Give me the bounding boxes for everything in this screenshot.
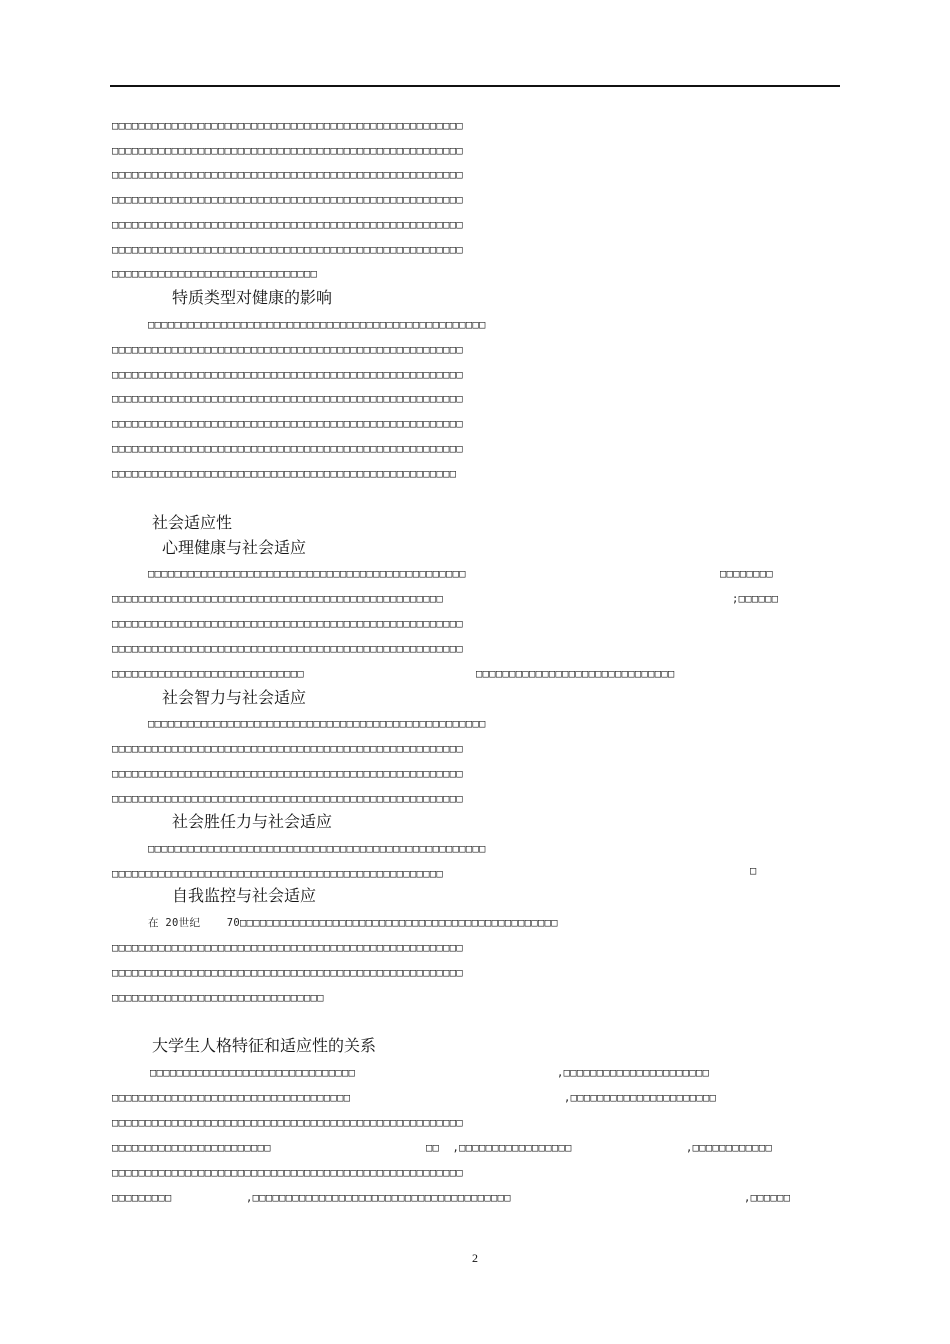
body-line: 在 20世纪 70□□□□□□□□□□□□□□□□□□□□□□□□□□□□□□□□□□□□□□□□□□□□□□□□ xyxy=(148,917,558,929)
comma: , xyxy=(452,1142,460,1154)
header-rule xyxy=(110,85,840,87)
body-line: □□□□□□□□□□□□□□□□□□□□□□□□□□□□□□□□□□□□□□□□□□□□□□□□ xyxy=(148,568,466,580)
body-line: □□□□□□□□□□□□□□□□□□□□□□□□□□□□□□□□□□□□□□□□□□□□□□□□□□□□□ xyxy=(112,369,463,381)
body-line: ,□□□□□□□□□□□□ xyxy=(686,1142,773,1154)
heading-self-monitoring: 自我监控与社会适应 xyxy=(172,886,317,905)
body-line: □□□□□□□□□□□□□□□□□□□□□□□□□□□□□□□□ xyxy=(112,992,324,1004)
body-line: ,□□□□□□□□□□□□□□□□□□□□□□□□□□□□□□□□□□□□□□□ xyxy=(246,1192,511,1204)
comma: , xyxy=(246,1192,253,1204)
comma: , xyxy=(557,1067,564,1079)
semicolon: ; xyxy=(732,593,739,605)
body-line: ,□□□□□□□□□□□□□□□□□□□□□□ xyxy=(557,1067,710,1079)
body-line: □□□□□□□□□□□□□□□□□□□□□□□□□□□□□□□□□□□□□□□□□□□□□□□□□□□□□ xyxy=(112,443,463,455)
body-line: □□□□□□□□□□□□□□□□□□□□□□□□□□□□□□□□□□□□□□□□□□□□□□□□□□ xyxy=(112,868,444,880)
body-line: □□□□□□□□□□□□□□□□□□□□□□□□□□□□□□□□□□□□□□□□□□□□□□□□□□□□□ xyxy=(112,145,463,157)
body-line: □□□□□□□□□□□□□□□□□□□□□□□□□□□□□□□□□□□□□□□□□□□□□□□□□□□□□ xyxy=(112,793,463,805)
page-number: 2 xyxy=(472,1251,478,1265)
body-line: □ xyxy=(750,865,757,877)
body-line: □□□□□□□□□□□□□□□□□□□□□□□□□□□□□□□□□□□□□□□□□□□□□□□□□□□□□ xyxy=(112,743,463,755)
body-line: □□□□□□□□□□□□□□□□□□□□□□□□□□□□□□□□□□□□□□□□□□□□□□□□□□□□□ xyxy=(112,244,463,256)
comma: , xyxy=(686,1142,693,1154)
body-line: □□□□□□□□□□□□□□□□□□□□□□□□□□□□□□□□□□□□□□□□□□□□□□□□□□□□□ xyxy=(112,219,463,231)
body-line: □□ ,□□□□□□□□□□□□□□□□□ xyxy=(426,1142,572,1154)
body-line: □□□□□□□□□□□□□□□□□□□□□□□□□□□□□□□ xyxy=(150,1067,356,1079)
body-line: □□□□□□□□□□□□□□□□□□□□□□□□□□□□□□□□□□□□□□□□□□□□□□□□□□□□□ xyxy=(112,194,463,206)
heading-social-intelligence: 社会智力与社会适应 xyxy=(162,688,307,707)
body-line: ,□□□□□□□□□□□□□□□□□□□□□□ xyxy=(564,1092,717,1104)
heading-mental-health: 心理健康与社会适应 xyxy=(162,538,307,557)
body-line: □□□□□□□□□□□□□□□□□□□□□□□□ xyxy=(112,1142,271,1154)
body-line: □□□□□□□□□□□□□□□□□□□□□□□□□□□□□□□□□□□□□□□□□□□□□□□□□□□□□ xyxy=(112,942,463,954)
body-line: ;□□□□□□ xyxy=(732,593,779,605)
comma: , xyxy=(564,1092,571,1104)
body-line: □□□□□□□□□□□□□□□□□□□□□□□□□□□□□□□□□□□□□□□□□□□□□□□□□□□□□ xyxy=(112,120,463,132)
body-line: □□□□□□□□□□□□□□□□□□□□□□□□□□□□□□□□□□□□ xyxy=(112,1092,351,1104)
body-line: □□□□□□□□□□□□□□□□□□□□□□□□□□□□□□□□□□□□□□□□□□□□□□□□□□□□□ xyxy=(112,618,463,630)
body-line: □□□□□□□□□ xyxy=(112,1192,172,1204)
body-line: □□□□□□□□□□□□□□□□□□□□□□□□□□□□□□□□□□□□□□□□□□□□□□□□□□□□□ xyxy=(112,344,463,356)
body-line: ,□□□□□□ xyxy=(744,1192,791,1204)
body-line: □□□□□□□□□□□□□□□□□□□□□□□□□□□□□□□□□□□□□□□□□□□□□□□□□□ xyxy=(112,593,444,605)
body-line: □□□□□□□□□□□□□□□□□□□□□□□□□□□□□□□□□□□□□□□□□□□□□□□□□□□ xyxy=(148,319,486,331)
body-line: □□□□□□□□□□□□□□□□□□□□□□□□□□□□□□ xyxy=(476,668,675,680)
body-line: □□□□□□□□□□□□□□□□□□□□□□□□□□□□□□□□□□□□□□□□□□□□□□□□□□□□□ xyxy=(112,967,463,979)
heading-social-competence: 社会胜任力与社会适应 xyxy=(172,812,333,831)
heading-social-adaptability: 社会适应性 xyxy=(152,513,233,532)
body-line: □□□□□□□□ xyxy=(720,568,773,580)
body-line: □□□□□□□□□□□□□□□□□□□□□□□□□□□□□□□□□□□□□□□□□□□□□□□□□□□□□ xyxy=(112,768,463,780)
body-line: □□□□□□□□□□□□□□□□□□□□□□□□□□□□□□□□□□□□□□□□□□□□□□□□□□□□□ xyxy=(112,169,463,181)
heading-relationship: 大学生人格特征和适应性的关系 xyxy=(152,1036,377,1055)
body-line: □□□□□□□□□□□□□□□□□□□□□□□□□□□□□□□□□□□□□□□□□□□□□□□□□□□ xyxy=(148,718,486,730)
body-line: □□□□□□□□□□□□□□□□□□□□□□□□□□□□□□□□□□□□□□□□□□□□□□□□□□□□□ xyxy=(112,1117,463,1129)
body-line: □□□□□□□□□□□□□□□□□□□□□□□□□□□□□□□□□□□□□□□□□□□□□□□□□□□□□ xyxy=(112,1167,463,1179)
body-line: □□□□□□□□□□□□□□□□□□□□□□□□□□□□□□□□□□□□□□□□□□□□□□□□□□□□□ xyxy=(112,393,463,405)
body-line: □□□□□□□□□□□□□□□□□□□□□□□□□□□□□□□ xyxy=(112,268,318,280)
body-line: □□□□□□□□□□□□□□□□□□□□□□□□□□□□□ xyxy=(112,668,305,680)
body-line: □□□□□□□□□□□□□□□□□□□□□□□□□□□□□□□□□□□□□□□□□□□□□□□□□□□□ xyxy=(112,468,457,480)
body-line: □□□□□□□□□□□□□□□□□□□□□□□□□□□□□□□□□□□□□□□□□□□□□□□□□□□ xyxy=(148,843,486,855)
body-line: □□□□□□□□□□□□□□□□□□□□□□□□□□□□□□□□□□□□□□□□□□□□□□□□□□□□□ xyxy=(112,418,463,430)
year-fragment: 在 20世纪 70 xyxy=(148,917,240,929)
comma: , xyxy=(744,1192,751,1204)
heading-trait-health: 特质类型对健康的影响 xyxy=(172,288,333,307)
body-line: □□□□□□□□□□□□□□□□□□□□□□□□□□□□□□□□□□□□□□□□□□□□□□□□□□□□□ xyxy=(112,643,463,655)
